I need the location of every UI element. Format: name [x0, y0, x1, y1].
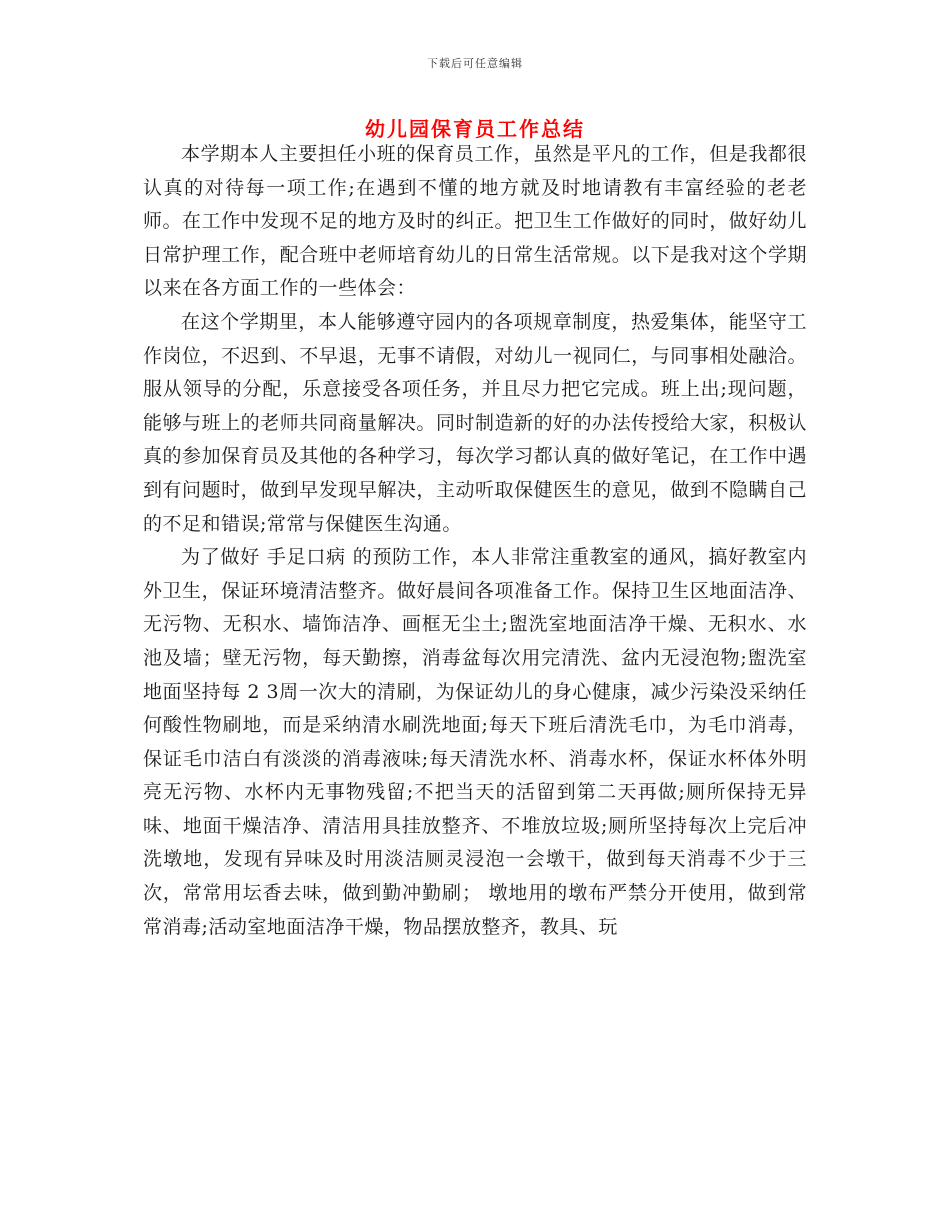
paragraph-intro: 本学期本人主要担任小班的保育员工作，虽然是平凡的工作，但是我都很认真的对待每一项工作;在遇到不懂的地方就及时地请教有丰富经验的老老师。在工作中发现不足的地方及时的纠正。把卫生工作做好的同时，做好幼儿日常护理工作，配合班中老师培育幼儿的日常生活常规。以下是我对这个学期以来在各方面工作的一些体会：	[143, 143, 807, 300]
paragraph-discipline: 在这个学期里，本人能够遵守园内的各项规章制度，热爱集体，能坚守工作岗位，不迟到、不早退，无事不请假，对幼儿一视同仁，与同事相处融洽。服从领导的分配，乐意接受各项任务，并且尽力把它完成。班上出;现问题，能够与班上的老师共同商量解决。同时制造新的好的办法传授给大家，积极认真的参加保育员及其他的各种学习，每次学习都认真的做好笔记，在工作中遇到有问题时，做到早发现早解决，主动听取保健医生的意见，做到不隐瞒自己的不足和错误;常常与保健医生沟通。	[143, 310, 807, 535]
document-body	[143, 138, 807, 944]
document-title: 幼儿园保育员工作总结	[365, 117, 585, 141]
paragraph-hygiene: 为了做好 手足口病 的预防工作，本人非常注重教室的通风，搞好教室内外卫生，保证环境清洁整齐。做好晨间各项准备工作。保持卫生区地面洁净、无污物、无积水、墙饰洁净、画框无尘土;盥洗室地面洁净干燥、无积水、水池及墙；壁无污物，每天勤擦，消毒盆每次用完清洗、盆内无浸泡物;盥洗室地面坚持每 2 3周一次大的清刷，为保证幼儿的身心健康，减少污染没采纳任何酸性物刷地，而是采纳清水刷洗地面;每天下班后清洗毛巾，为毛巾消毒，保证毛巾洁白有淡淡的消毒液味;每天清洗水杯、消毒水杯，保证水杯体外明亮无污物、水杯内无事物残留;不把当天的活留到第二天再做;厕所保持无异味、地面干燥洁净、清洁用具挂放整齐、不堆放垃圾;厕所坚持每次上完后冲洗墩地，发现有异味及时用淡洁厕灵浸泡一会墩干，做到每天消毒不少于三次，常常用坛香去味，做到勤冲勤刷； 墩地用的墩布严禁分开使用，做到常常消毒;活动室地面洁净干燥，物品摆放整齐，教具、玩	[143, 546, 807, 938]
header-note: 下载后可任意编辑	[427, 57, 523, 70]
